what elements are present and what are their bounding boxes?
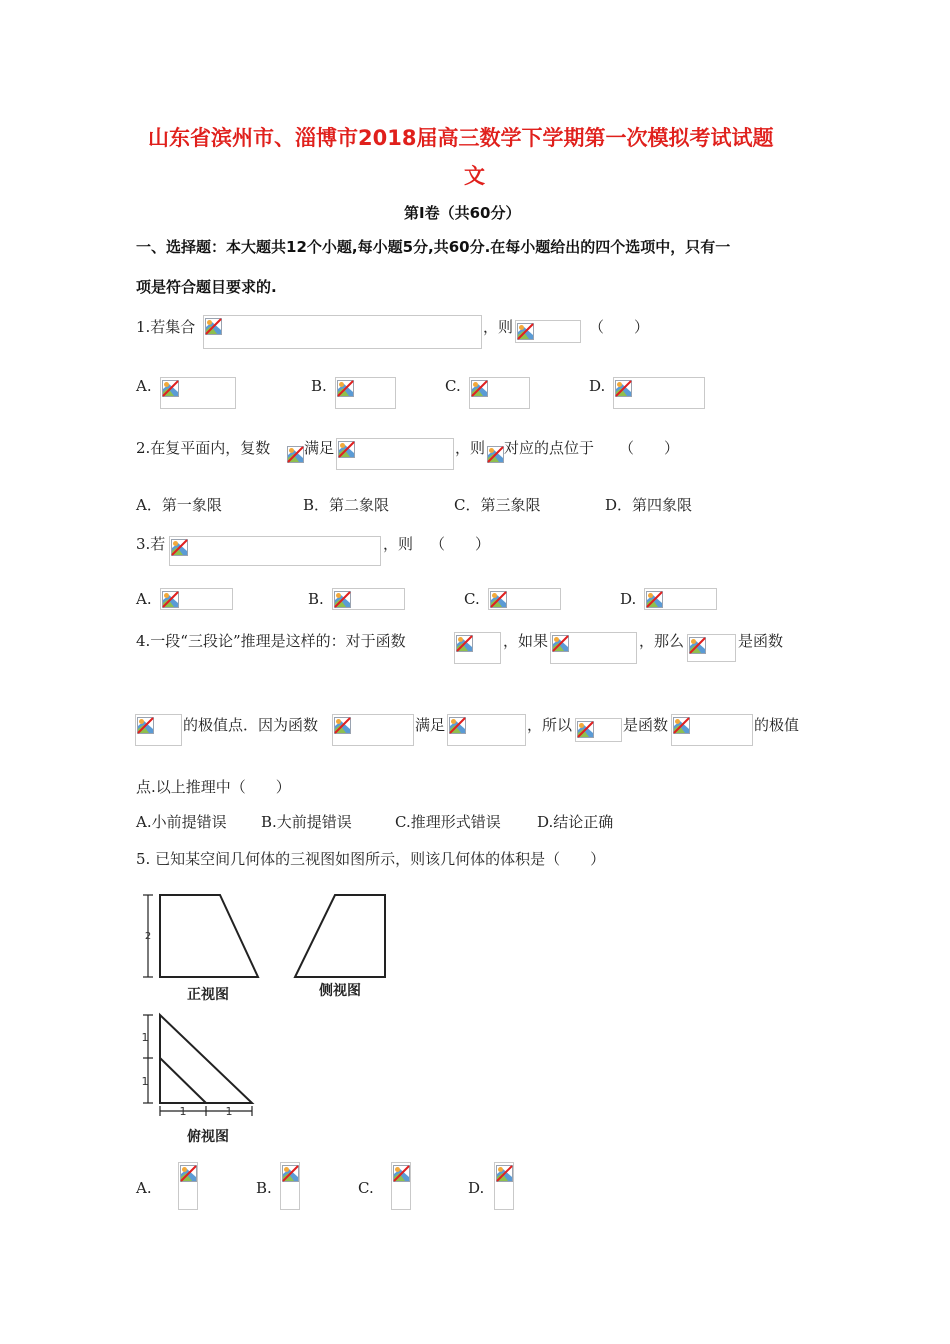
formula-image (687, 634, 736, 662)
q4-text: ，所以 (527, 716, 573, 734)
formula-image (336, 438, 454, 470)
formula-image (280, 1162, 300, 1210)
q5-option-b: B. (256, 1179, 272, 1197)
formula-image (515, 320, 581, 343)
q3-paren: （ ） (430, 535, 491, 553)
side-view-shape (295, 895, 385, 977)
formula-image (335, 377, 396, 409)
broken-image-icon (337, 380, 354, 397)
q1-prefix: 1.若集合 (136, 318, 196, 336)
broken-image-icon (490, 591, 507, 608)
formula-image (494, 1162, 514, 1210)
q2-option-c: C．第三象限 (454, 496, 541, 514)
q2-option-d: D．第四象限 (605, 496, 693, 514)
q2-paren: （ ） (619, 439, 680, 457)
q2-option-a: A．第一象限 (136, 496, 222, 514)
broken-image-icon (334, 591, 351, 608)
section-instruction-cont: 项是符合题目要求的. (136, 278, 277, 296)
formula-image (160, 588, 233, 610)
q1-option-d: D. (589, 377, 606, 395)
q4-text: ，那么 (639, 632, 685, 650)
broken-image-icon (334, 717, 351, 734)
q3-option-b: B. (308, 590, 324, 608)
document-title-suffix: 文 (464, 164, 485, 188)
q4-text: ，如果 (503, 632, 549, 650)
q4-text: 点.以上推理中（ ） (136, 778, 291, 796)
front-view-label: 正视图 (187, 987, 229, 1003)
side-view-label: 侧视图 (319, 983, 361, 999)
q2-option-b: B．第二象限 (303, 496, 390, 514)
top-view-label: 俯视图 (187, 1129, 229, 1145)
broken-image-icon (615, 380, 632, 397)
top-dim-label: 1 (141, 1075, 149, 1088)
three-view-figure (130, 885, 390, 1150)
front-dim-label: 2 (144, 931, 152, 942)
formula-image (469, 377, 530, 409)
broken-image-icon (162, 591, 179, 608)
q2-text: 2.在复平面内，复数 (136, 439, 271, 457)
broken-image-icon (171, 539, 188, 556)
formula-image (169, 536, 381, 566)
formula-image (287, 445, 303, 465)
q5-option-a: A. (136, 1179, 152, 1197)
q3-option-d: D. (620, 590, 637, 608)
q3-mid: ，则 (383, 535, 414, 553)
broken-image-icon (162, 380, 179, 397)
q4-text: 的极值 (754, 716, 800, 734)
document-title: 山东省滨州市、淄博市2018届高三数学下学期第一次模拟考试试题 (148, 126, 774, 150)
broken-image-icon (282, 1165, 299, 1182)
q5-option-d: D. (468, 1179, 485, 1197)
broken-image-icon (137, 717, 154, 734)
q1-option-a: A. (136, 377, 152, 395)
formula-image (178, 1162, 198, 1210)
formula-image (391, 1162, 411, 1210)
broken-image-icon (471, 380, 488, 397)
formula-image (613, 377, 705, 409)
formula-image (332, 588, 405, 610)
formula-image (332, 714, 414, 746)
broken-image-icon (180, 1165, 197, 1182)
broken-image-icon (552, 635, 569, 652)
q5-text: 5. 已知某空间几何体的三视图如图所示，则该几何体的体积是（ ） (136, 850, 606, 868)
q4-option-d: D.结论正确 (537, 813, 614, 831)
top-view-outer-triangle (160, 1015, 252, 1103)
q1-mid: ，则 (483, 318, 514, 336)
formula-image (575, 718, 622, 742)
q3-option-c: C. (464, 590, 480, 608)
q4-option-b: B.大前提错误 (261, 813, 352, 831)
formula-image (447, 714, 526, 746)
broken-image-icon (496, 1165, 513, 1182)
q3-option-a: A. (136, 590, 152, 608)
q5-option-c: C. (358, 1179, 374, 1197)
formula-image (454, 632, 501, 664)
formula-image (644, 588, 717, 610)
broken-image-icon (487, 446, 504, 463)
broken-image-icon (205, 318, 222, 335)
q2-text: ，则 (455, 439, 486, 457)
q1-option-b: B. (311, 377, 327, 395)
formula-image (160, 377, 236, 409)
formula-image (671, 714, 753, 746)
broken-image-icon (393, 1165, 410, 1182)
q4-option-c: C.推理形式错误 (395, 813, 501, 831)
top-dim-label: 1 (225, 1105, 233, 1118)
q4-option-a: A.小前提错误 (136, 813, 227, 831)
formula-image (488, 588, 561, 610)
top-dim-label: 1 (179, 1105, 187, 1118)
broken-image-icon (577, 721, 594, 738)
broken-image-icon (449, 717, 466, 734)
section-instruction: 一、选择题：本大题共12个小题,每小题5分,共60分.在每小题给出的四个选项中，只有一 (136, 238, 731, 256)
q2-text: 满足 (304, 439, 335, 457)
q1-paren: （ ） (589, 318, 650, 336)
front-view-shape (160, 895, 258, 977)
q3-prefix: 3.若 (136, 535, 166, 553)
broken-image-icon (287, 446, 304, 463)
top-dim-label: 1 (141, 1031, 149, 1044)
broken-image-icon (456, 635, 473, 652)
q4-text: 4.一段“三段论”推理是这样的：对于函数 (136, 632, 406, 650)
broken-image-icon (689, 637, 706, 654)
broken-image-icon (338, 441, 355, 458)
q4-text: 是函数 (738, 632, 784, 650)
formula-image (550, 632, 637, 664)
q4-text: 的极值点．因为函数 (183, 716, 319, 734)
formula-image (487, 445, 503, 465)
broken-image-icon (673, 717, 690, 734)
q1-option-c: C. (445, 377, 461, 395)
broken-image-icon (646, 591, 663, 608)
formula-image (135, 714, 182, 746)
top-view-inner-line (160, 1058, 206, 1103)
q4-text: 是函数 (623, 716, 669, 734)
section-heading: 第Ⅰ卷（共60分） (404, 204, 521, 222)
q2-text: 对应的点位于 (504, 439, 595, 457)
q4-text: 满足 (415, 716, 446, 734)
formula-image (203, 315, 482, 349)
broken-image-icon (517, 323, 534, 340)
